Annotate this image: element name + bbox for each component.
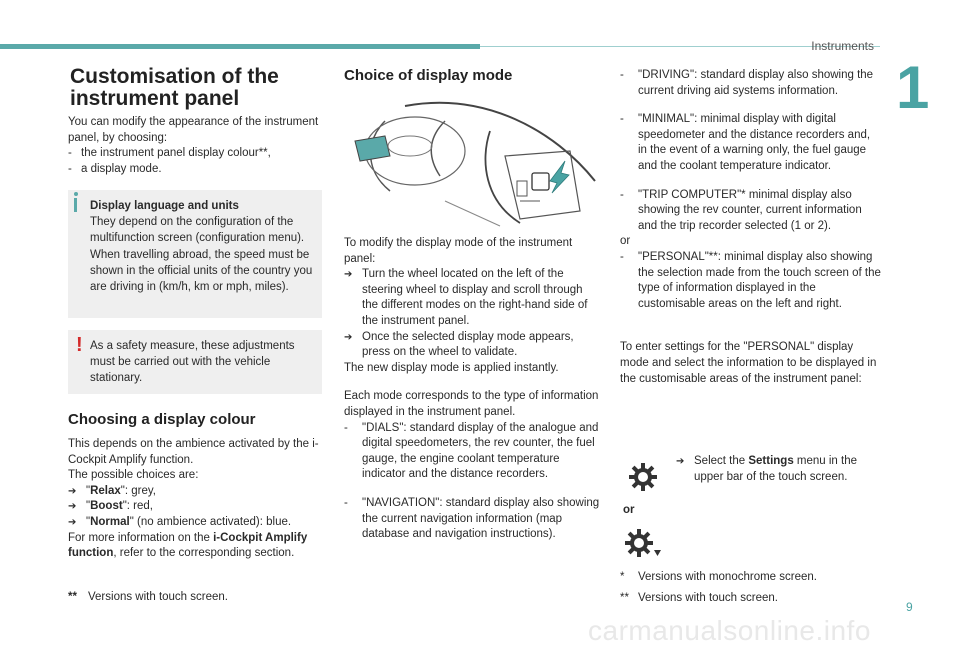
colour-choices-intro: The possible choices are: [68,469,199,482]
list-item: ➔ "Normal" (no ambience activated): blue. [68,515,330,531]
colour-intro: This depends on the ambience activated by the i-Cockpit Amplify function. [68,438,319,466]
or-text: or [620,235,631,248]
list-item: - "NAVIGATION": standard display also showing the current navigation information (map database and navigation instructions). [344,496,600,541]
list-item: - "MINIMAL": minimal display with digital speedometer and the distance recorders and, in the event of a warning only, the fuel gauge and the coolant temperature indicator. [620,113,871,172]
arrow-icon: ➔ [676,456,685,467]
intro-block [68,115,324,177]
section-title: Instruments [811,39,874,53]
info-box [68,190,322,318]
footnote: ** Versions with touch screen. [620,592,778,604]
settings-step [676,454,876,485]
arrow-icon: ➔ [344,331,353,343]
warning-box [68,330,322,394]
arrow-icon: ➔ [344,269,353,281]
info-icon [74,192,78,196]
display-mode-block [344,236,600,543]
colour-heading: Choosing a display colour [68,411,256,428]
list-item: ➔ Turn the wheel located on the left of the steering wheel to display and scroll through the different modes on the right-hand side of the instrument panel. [344,267,600,329]
modify-intro: To modify the display mode of the instrument panel: [344,237,573,265]
chapter-number: 1 [896,54,930,121]
list-item: - a display mode. [68,162,162,175]
applied-text: The new display mode is applied instantly. [344,361,559,374]
info-title: Display language and units [90,200,239,212]
enter-settings-text: To enter settings for the "PERSONAL" display mode and select the information to be displayed in the customisable areas of the instrument panel: [620,341,877,385]
list-item: - the instrument panel display colour**, [68,147,271,160]
settings-gear-icon [628,462,658,492]
page-title: Customisation of the instrument panel [70,65,279,110]
list-item: - "TRIP COMPUTER"* minimal display also showing the rev counter, current information and the trip recorder selected (1 or 2). [620,188,862,232]
each-mode-text: Each mode corresponds to the type of information displayed in the instrument panel. [344,390,599,418]
page-number: 9 [906,600,913,614]
or-label: or [623,504,635,516]
header-accent-bar [0,44,480,49]
warning-icon: ! [76,334,83,356]
intro-text: You can modify the appearance of the instrument panel, by choosing: [68,116,319,144]
list-item: ➔ "Relax": grey, [68,484,330,500]
modes-block [620,68,882,387]
more-info: For more information on the i-Cockpit Amplify function, refer to the corresponding section. [68,531,308,560]
arrow-icon: ➔ [68,516,77,528]
arrow-icon: ➔ [68,501,77,513]
footnote: * Versions with monochrome screen. [620,571,817,583]
list-item: - "DIALS": standard display of the analogue and digital speedometers, the rev counter, the fuel gauge, the engine coolant temperature indicator and the distance recorders. [344,421,599,481]
list-item: ➔ "Boost": red, [68,499,330,515]
watermark: carmanualsonline.info [588,615,871,646]
footnote: ** Versions with touch screen. [68,591,228,603]
info-icon-bar [74,198,77,212]
colour-block [68,437,330,562]
steering-wheel-illustration [345,101,599,228]
display-mode-heading: Choice of display mode [344,67,513,84]
list-item: - "DRIVING": standard display also showing the current driving aid systems information. [620,69,874,97]
list-item: ➔ Once the selected display mode appears, press on the wheel to validate. [344,330,600,361]
warning-text: As a safety measure, these adjustments must be carried out with the vehicle stationary. [90,340,295,385]
arrow-icon: ➔ [68,485,77,497]
info-body: They depend on the configuration of the multifunction screen (configuration menu). When travelling abroad, the speed must be shown in the official units of the country you are driving in (km/h, km or mph, miles). [90,216,313,294]
settings-gear-dropdown-icon [624,528,662,558]
list-item: - "PERSONAL"**: minimal display also showing the selection made from the touch screen of the type of information displayed in the customisable areas on the left and right. [620,250,881,310]
list-item: ➔ Select the Settings menu in the upper bar of the touch screen. [676,454,876,485]
